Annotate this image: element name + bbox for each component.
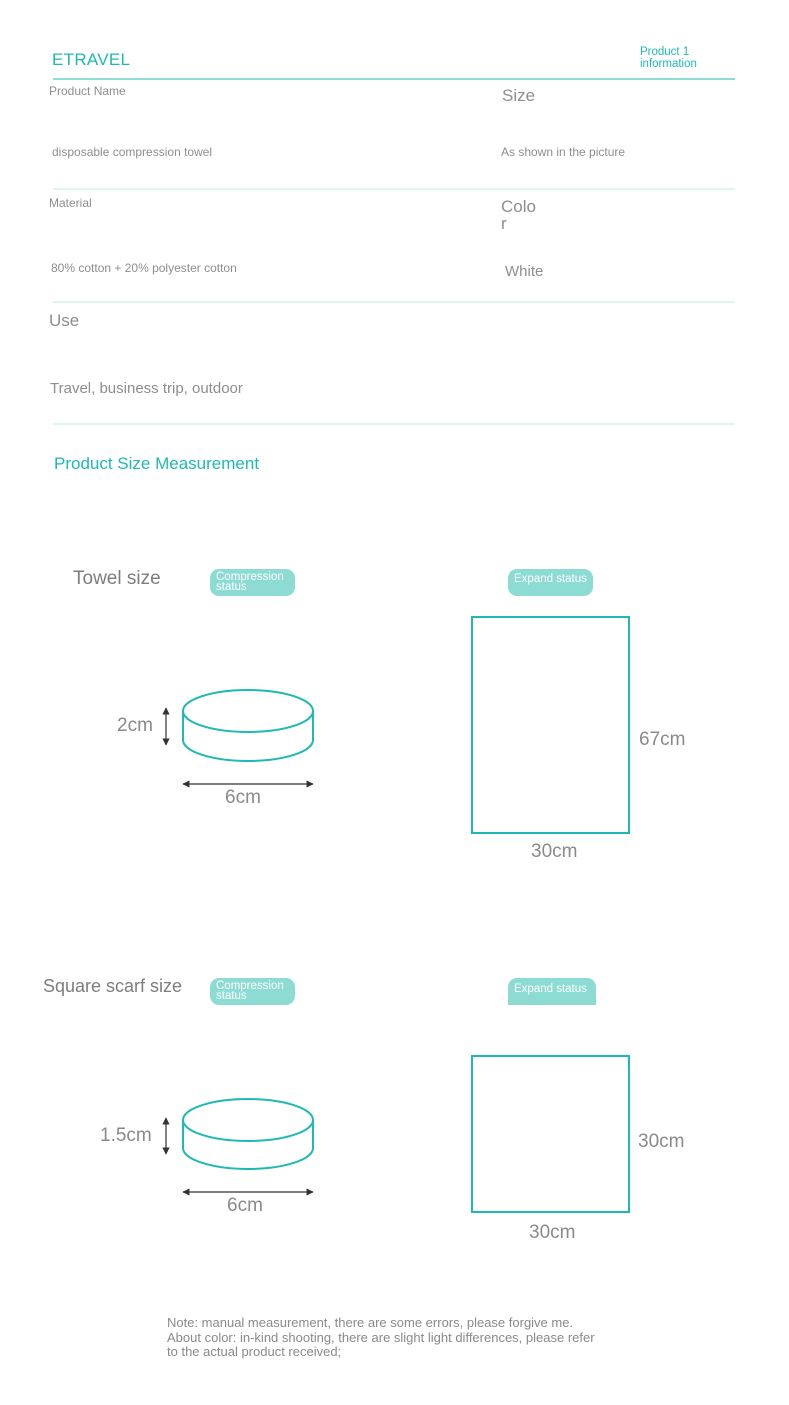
- scarf-expand-badge: Expand status: [508, 978, 596, 1005]
- product-info-tag: Product 1 information: [640, 46, 697, 70]
- scarf-size-title: Square scarf size: [43, 976, 183, 996]
- material-label: Material: [49, 196, 92, 210]
- product-name-label: Product Name: [49, 84, 126, 98]
- towel-expanded-rect: [472, 617, 629, 833]
- towel-compressed-height: 2cm: [117, 715, 153, 736]
- scarf-compressed-width: 6cm: [227, 1195, 263, 1216]
- towel-compressed-cylinder: [183, 690, 313, 761]
- section-title: Product Size Measurement: [54, 454, 260, 473]
- size-value: As shown in the picture: [501, 145, 626, 159]
- scarf-expanded-width: 30cm: [529, 1222, 576, 1243]
- towel-size-title: Towel size: [73, 568, 161, 589]
- scarf-compressed-cylinder: [183, 1099, 313, 1169]
- color-label: Colo r: [501, 197, 536, 233]
- towel-compression-badge: Compression status: [210, 569, 295, 596]
- material-value: 80% cotton + 20% polyester cotton: [51, 261, 237, 275]
- size-label: Size: [502, 86, 536, 105]
- scarf-expanded-rect: [472, 1056, 629, 1212]
- color-value: White: [505, 263, 544, 280]
- scarf-expanded-height: 30cm: [638, 1131, 685, 1152]
- towel-compressed-width: 6cm: [225, 787, 261, 808]
- product-name-value: disposable compression towel: [52, 145, 213, 159]
- towel-expanded-height: 67cm: [639, 729, 686, 750]
- use-label: Use: [49, 311, 80, 330]
- towel-expanded-width: 30cm: [531, 841, 578, 862]
- use-value: Travel, business trip, outdoor: [50, 380, 243, 397]
- scarf-compression-badge: Compression status: [210, 978, 295, 1005]
- towel-expand-badge: Expand status: [508, 569, 593, 596]
- brand-title: ETRAVEL: [52, 50, 131, 69]
- measurement-note: Note: manual measurement, there are some errors, please forgive me. About color: in-kind shooting, there are slight light differences, please refer to the actual product received;: [167, 1315, 595, 1359]
- scarf-compressed-height: 1.5cm: [100, 1125, 152, 1146]
